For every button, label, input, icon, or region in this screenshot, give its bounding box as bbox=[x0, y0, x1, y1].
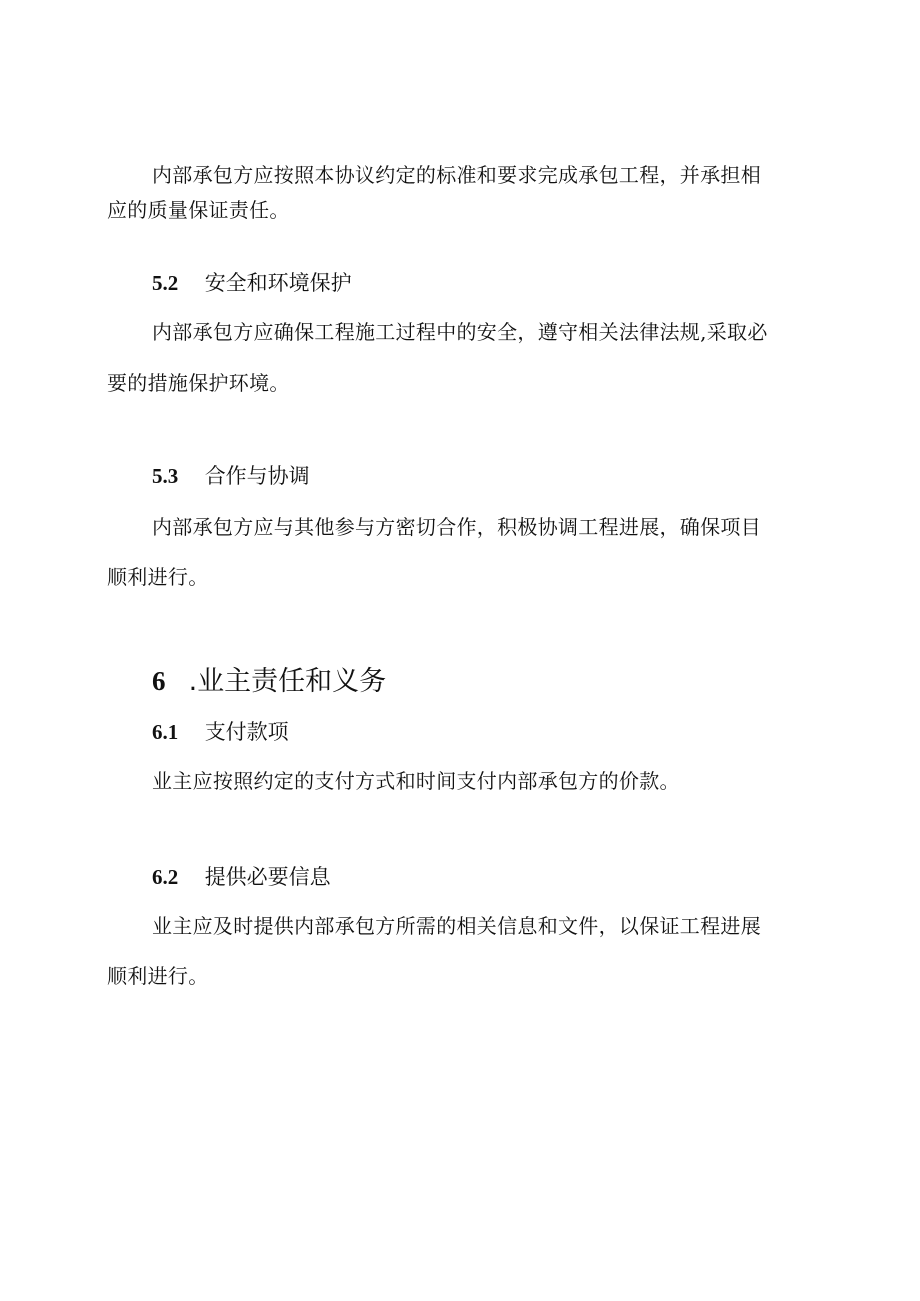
paragraph-5-3-line-1: 内部承包方应与其他参与方密切合作，积极协调工程进展，确保项目 bbox=[152, 515, 761, 539]
paragraph-6-2-line-2: 顺利进行。 bbox=[107, 964, 209, 988]
section-number: 5.3 bbox=[152, 464, 179, 488]
section-number: 6.2 bbox=[152, 865, 179, 889]
paragraph-6-1-line-1: 业主应按照约定的支付方式和时间支付内部承包方的价款。 bbox=[152, 769, 680, 793]
section-6-1-heading bbox=[152, 718, 289, 746]
section-title: .业主责任和义务 bbox=[188, 666, 387, 697]
section-title: 提供必要信息 bbox=[204, 865, 331, 889]
paragraph-5-2-line-1: 内部承包方应确保工程施工过程中的安全，遵守相关法律法规,采取必 bbox=[152, 320, 768, 344]
paragraph-5-1-line-2: 应的质量保证责任。 bbox=[107, 198, 290, 222]
section-6-heading bbox=[152, 664, 386, 699]
paragraph-5-3-line-2: 顺利进行。 bbox=[107, 565, 209, 589]
section-5-3-heading bbox=[152, 462, 310, 490]
section-6-2-heading bbox=[152, 863, 331, 891]
paragraph-6-2-line-1: 业主应及时提供内部承包方所需的相关信息和文件，以保证工程进展 bbox=[152, 914, 761, 938]
section-title: 安全和环境保护 bbox=[204, 271, 352, 295]
paragraph-5-2-line-2: 要的措施保护环境。 bbox=[107, 371, 290, 395]
section-5-2-heading bbox=[152, 269, 352, 297]
section-title: 合作与协调 bbox=[204, 464, 310, 488]
section-number: 5.2 bbox=[152, 271, 179, 295]
section-title: 支付款项 bbox=[204, 720, 289, 744]
section-number: 6.1 bbox=[152, 720, 179, 744]
paragraph-5-1-line-1: 内部承包方应按照本协议约定的标准和要求完成承包工程，并承担相 bbox=[152, 163, 761, 187]
section-number: 6 bbox=[152, 666, 166, 696]
